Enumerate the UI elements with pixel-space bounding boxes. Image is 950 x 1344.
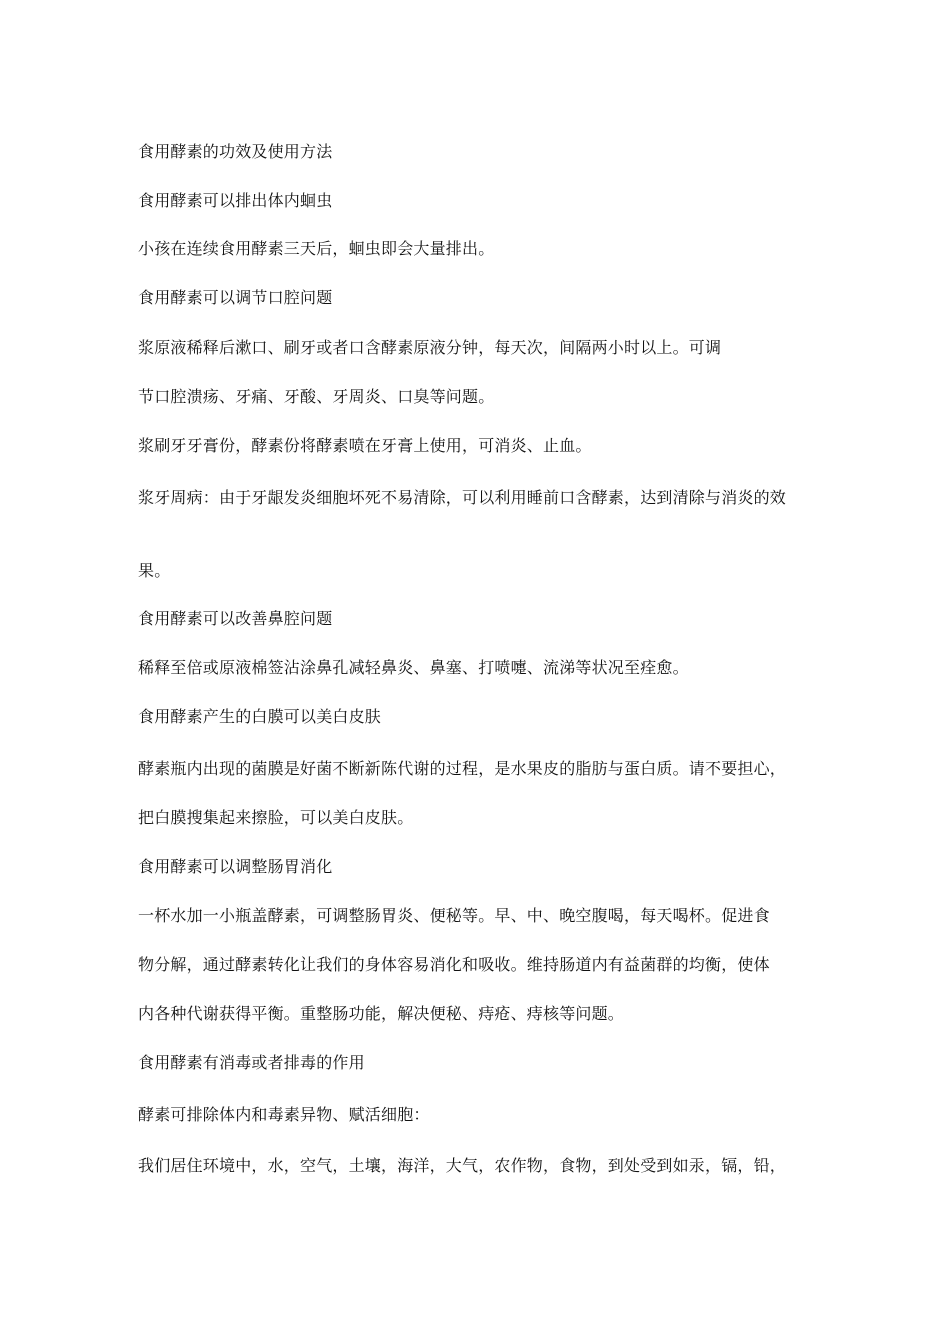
section-heading-parasites: 食用酵素可以排出体内蛔虫 <box>138 191 333 210</box>
section-heading-oral: 食用酵素可以调节口腔问题 <box>138 288 333 307</box>
heading-title: 食用酵素的功效及使用方法 <box>138 142 333 161</box>
section-heading-digestion: 食用酵素可以调整肠胃消化 <box>138 857 333 876</box>
paragraph-line: 浆牙周病：由于牙龈发炎细胞坏死不易清除，可以利用睡前口含酵素，达到清除与消炎的效 <box>138 488 787 507</box>
section-heading-skin: 食用酵素产生的白膜可以美白皮肤 <box>138 707 382 726</box>
paragraph-line: 我们居住环境中，水，空气，土壤，海洋，大气，农作物，食物，到处受到如汞，镉，铅， <box>138 1156 787 1175</box>
paragraph-line: 果。 <box>138 561 171 580</box>
section-heading-nasal: 食用酵素可以改善鼻腔问题 <box>138 609 333 628</box>
paragraph-line: 小孩在连续食用酵素三天后，蛔虫即会大量排出。 <box>138 239 495 258</box>
section-heading-detox: 食用酵素有消毒或者排毒的作用 <box>138 1053 365 1072</box>
paragraph-line: 稀释至倍或原液棉签沾涂鼻孔减轻鼻炎、鼻塞、打喷嚏、流涕等状况至痊愈。 <box>138 658 689 677</box>
paragraph-line: 浆原液稀释后漱口、刷牙或者口含酵素原液分钟，每天次，间隔两小时以上。可调 <box>138 338 722 357</box>
paragraph-line: 内各种代谢获得平衡。重整肠功能，解决便秘、痔疮、痔核等问题。 <box>138 1004 625 1023</box>
paragraph-line: 节口腔溃疡、牙痛、牙酸、牙周炎、口臭等问题。 <box>138 387 495 406</box>
paragraph-line: 一杯水加一小瓶盖酵素，可调整肠胃炎、便秘等。早、中、晚空腹喝，每天喝杯。促进食 <box>138 906 770 925</box>
paragraph-line: 酵素可排除体内和毒素异物、赋活细胞： <box>138 1105 430 1124</box>
paragraph-line: 酵素瓶内出现的菌膜是好菌不断新陈代谢的过程，是水果皮的脂肪与蛋白质。请不要担心， <box>138 759 787 778</box>
paragraph-line: 浆刷牙牙膏份，酵素份将酵素喷在牙膏上使用，可消炎、止血。 <box>138 436 592 455</box>
paragraph-line: 把白膜搜集起来擦脸，可以美白皮肤。 <box>138 808 414 827</box>
paragraph-line: 物分解，通过酵素转化让我们的身体容易消化和吸收。维持肠道内有益菌群的均衡，使体 <box>138 955 770 974</box>
